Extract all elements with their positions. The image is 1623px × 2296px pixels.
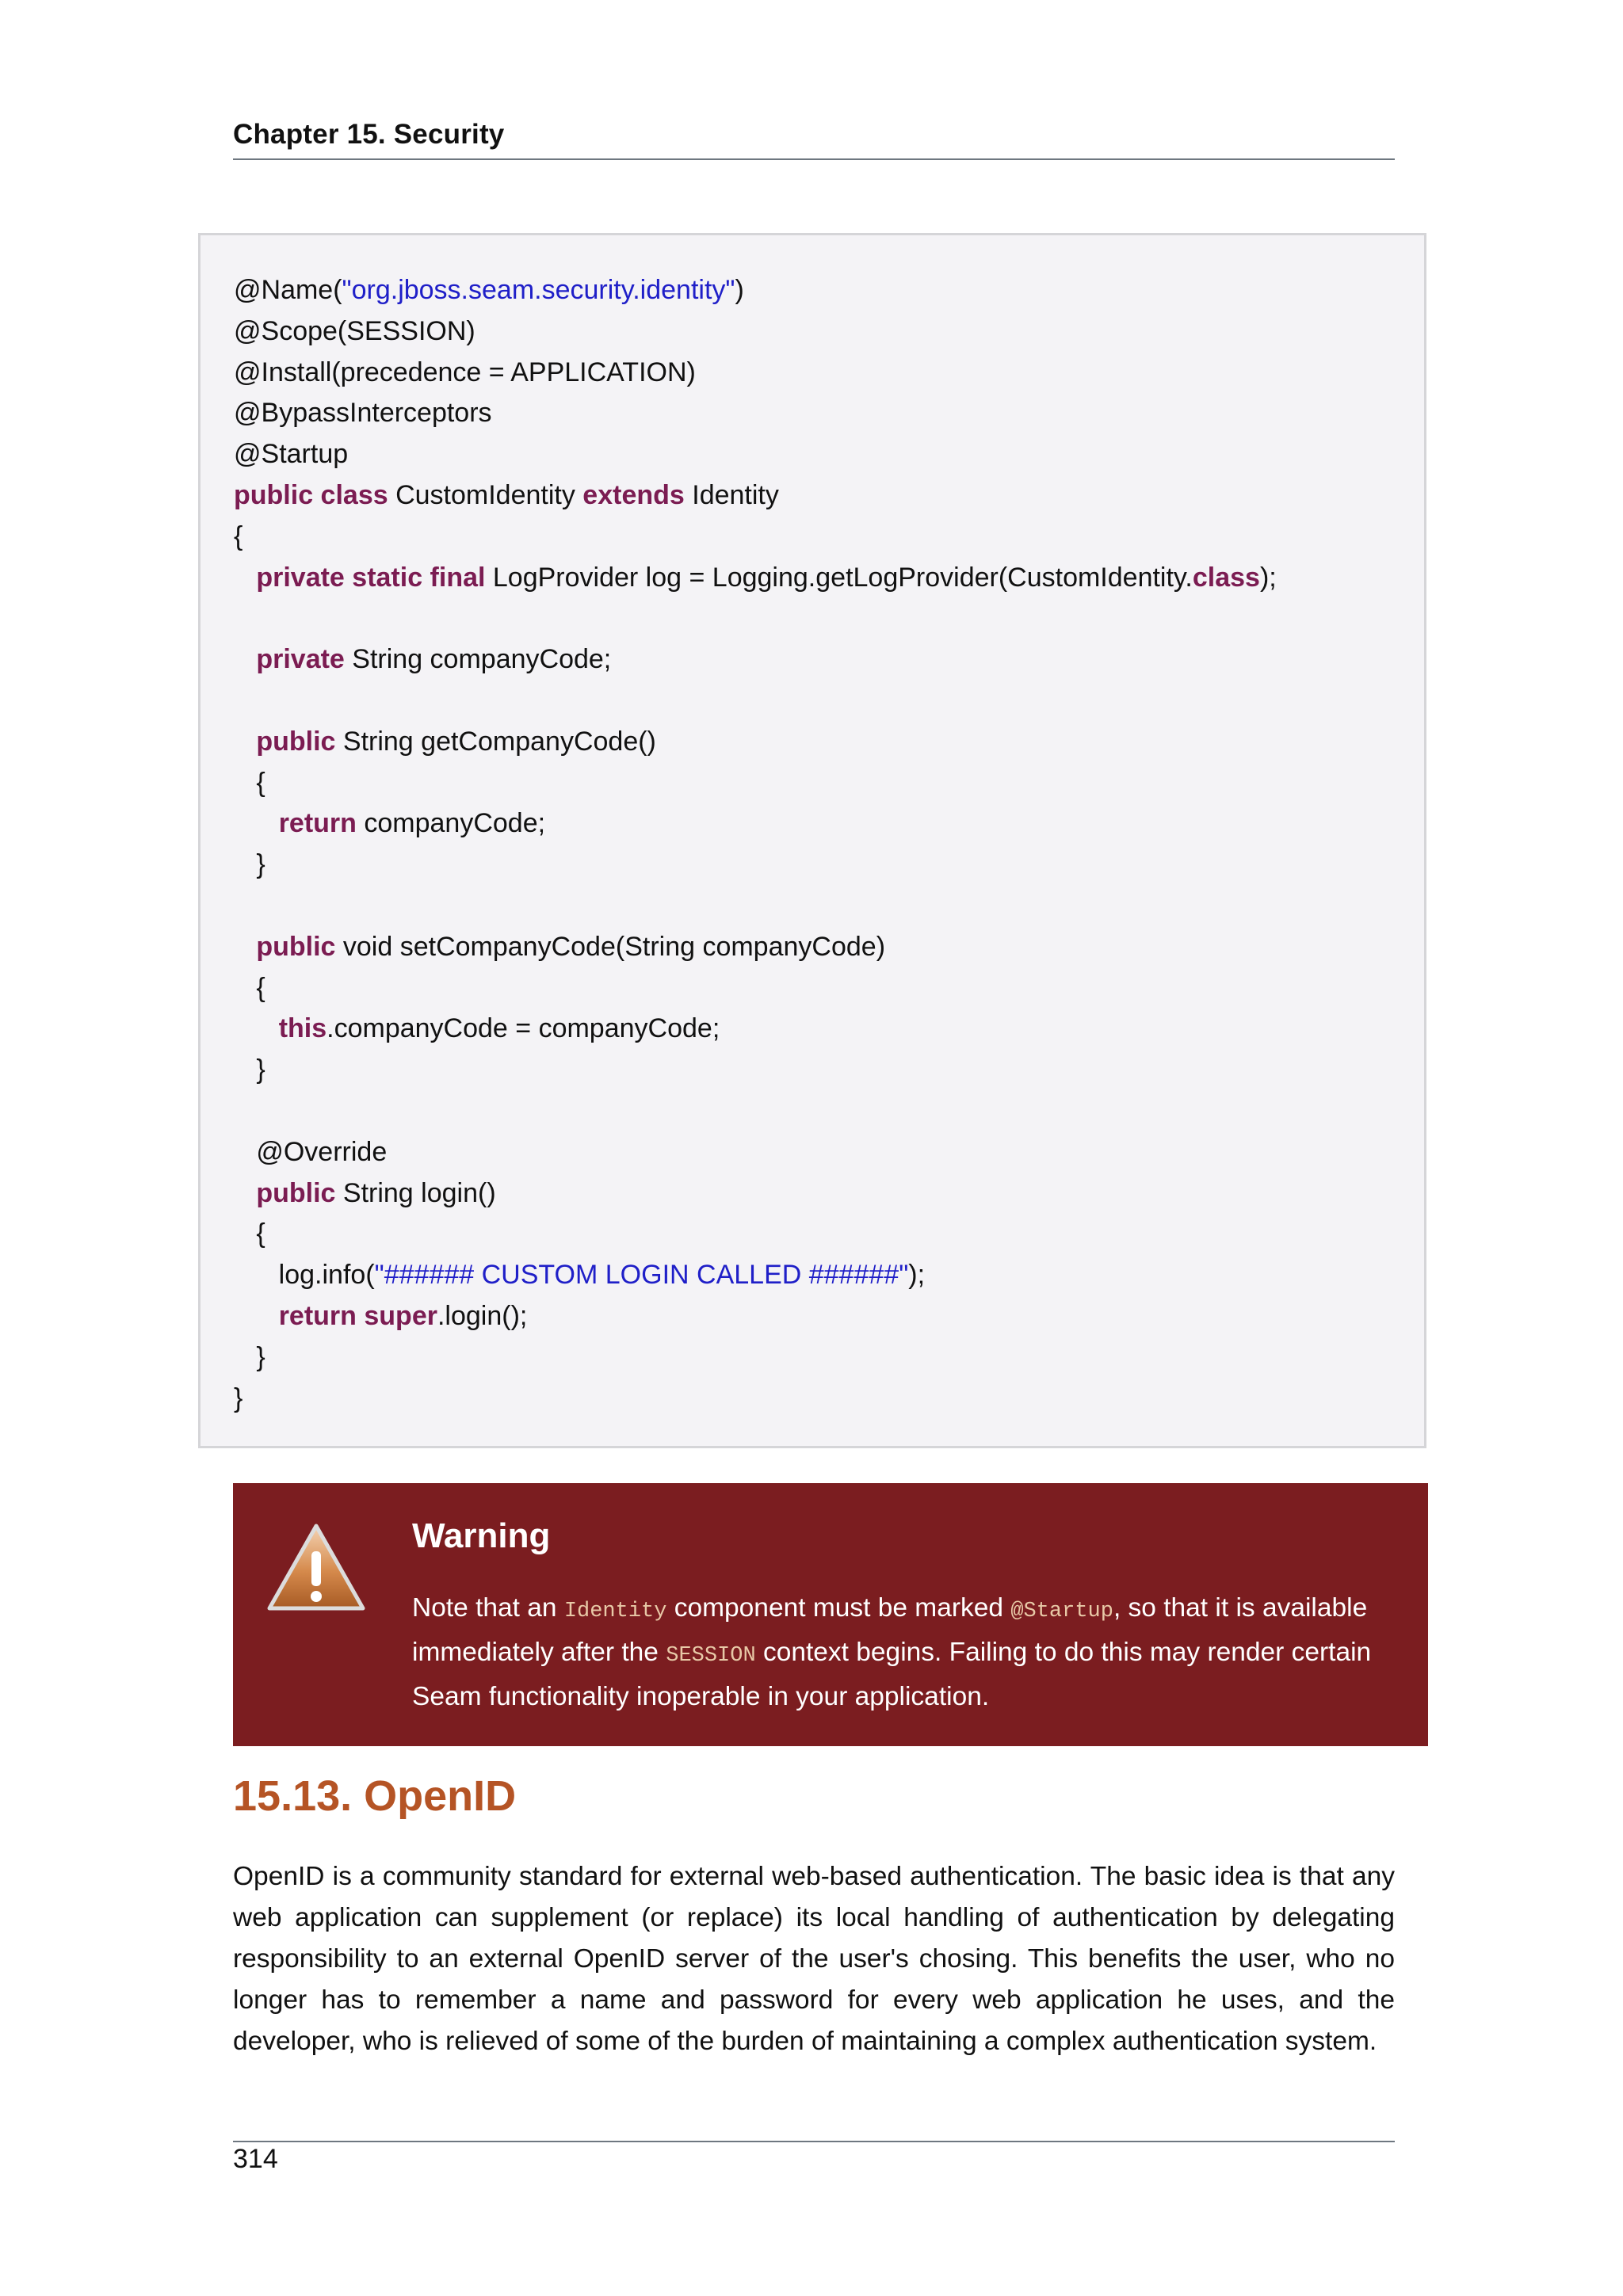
warning-admonition (233, 1483, 1428, 1746)
section-heading: 15.13. OpenID (233, 1772, 517, 1820)
body-paragraph: OpenID is a community standard for external web-based authentication. The basic idea is that any web application can supplement (or replace) its local handling of authentication by delegating responsibility to an external OpenID server of the user's chosing. This benefits the user, who no longer has to remember a name and password for every web application he uses, and the developer, who is relieved of some of the burden of maintaining a complex authentication system. (233, 1862, 1395, 2056)
code-line (234, 1091, 1399, 1132)
code-line: this.companyCode = companyCode; (278, 1013, 720, 1044)
code-line: } (234, 849, 265, 880)
page-header (233, 117, 1395, 160)
code-line: { (234, 521, 243, 551)
warning-triangle-icon (266, 1523, 366, 1611)
code-line: public void setCompanyCode(String companyCode) (256, 931, 886, 962)
code-line (234, 886, 1399, 927)
code-line: @Scope(SESSION) (234, 315, 475, 346)
code-line: return companyCode; (278, 808, 546, 839)
code-line: private String companyCode; (256, 644, 612, 675)
code-line (234, 598, 1399, 639)
code-line: { (234, 972, 265, 1003)
code-session: SESSION (666, 1644, 756, 1668)
code-line: @Override (234, 1136, 388, 1167)
warning-title: Warning (412, 1516, 551, 1555)
code-line (234, 681, 1399, 722)
chapter-title: Chapter 15. Security (233, 119, 505, 150)
code-line: } (234, 1383, 243, 1413)
page-number: 314 (233, 2144, 278, 2174)
code-startup: @Startup (1010, 1600, 1113, 1623)
footer-divider (233, 2141, 1395, 2142)
code-line: @Startup (234, 439, 349, 470)
code-line: @Install(precedence = APPLICATION) (234, 357, 696, 387)
code-line: public class CustomIdentity extends Identity (234, 479, 779, 510)
code-line: { (234, 1219, 265, 1249)
code-line: @BypassInterceptors (234, 398, 492, 429)
code-line: } (234, 1341, 265, 1372)
code-line: @Name("org.jboss.seam.security.identity") (234, 275, 744, 305)
code-line: private static final LogProvider log = Logging.getLogProvider(CustomIdentity.class); (256, 562, 1277, 593)
code-line: log.info("###### CUSTOM LOGIN CALLED ######"); (234, 1260, 926, 1291)
warning-text: Note that an Identity component must be marked @Startup, so that it is available immediately after the SESSION context begins. Failing to do this may render certain Seam functionality inoperable in your application. (412, 1593, 1372, 1711)
code-identity: Identity (563, 1600, 667, 1623)
code-line: return super.login(); (278, 1300, 528, 1331)
code-listing (198, 233, 1426, 1448)
code-lines (234, 270, 1399, 1419)
code-line: { (234, 767, 265, 798)
code-line: public String getCompanyCode() (256, 726, 656, 757)
code-line: public String login() (256, 1177, 496, 1208)
code-line: } (234, 1055, 265, 1085)
